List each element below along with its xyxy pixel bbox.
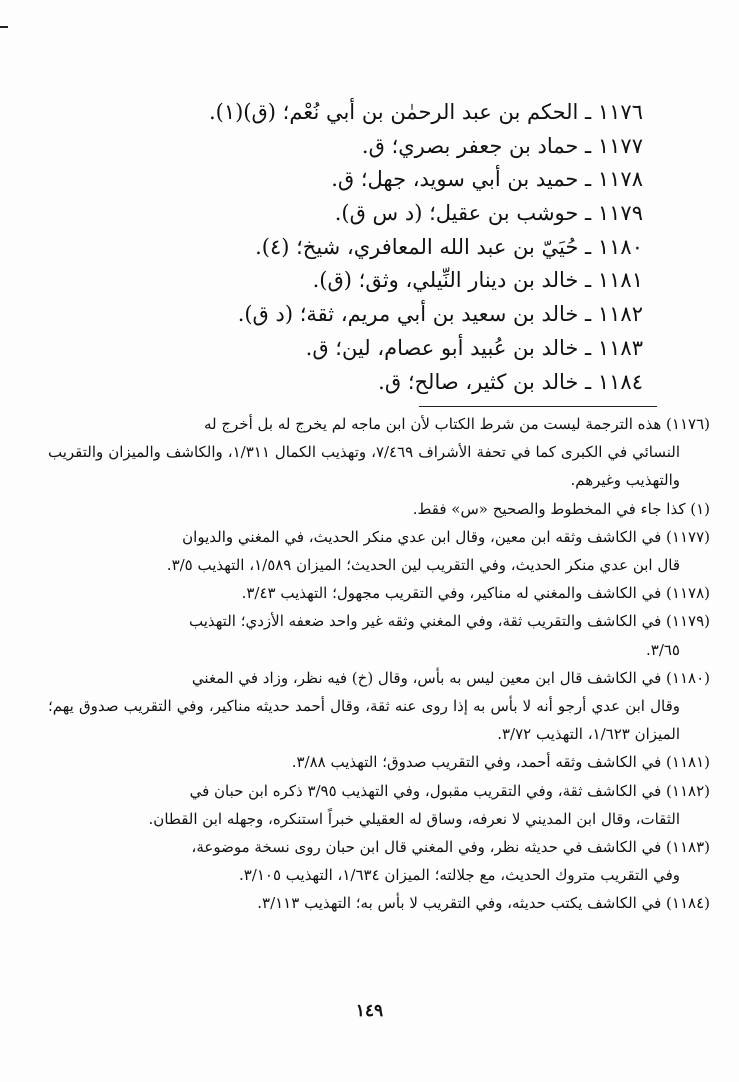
- footnote-1178: [48, 579, 710, 607]
- footnote-continuation: الثقات، وقال ابن المديني لا نعرفه، وساق له العقيلي خبراً استنكره، وجهله ابن القطان.: [148, 809, 680, 828]
- footnote-first-line: (١١٧٩) في الكاشف والتقريب ثقة، وفي المغني وثقه غير واحد ضعفه الأزدي؛ التهذيب: [188, 612, 710, 631]
- entry-1180: ١١٨٠ ـ حُيَيّ بن عبد الله المعافري، شيخ؛ (٤).: [255, 234, 643, 259]
- footnote-continuation: ٣/٦٥.: [645, 640, 680, 659]
- page-number: ١٤٩: [355, 1001, 384, 1021]
- entries-list: [103, 96, 643, 399]
- entry-1177: ١١٧٧ ـ حماد بن جعفر بصري؛ ق.: [361, 133, 643, 158]
- entry-1182: ١١٨٢ ـ خالد بن سعيد بن أبي مريم، ثقة؛ (د ق).: [237, 302, 643, 327]
- footnote-1177: [48, 523, 710, 579]
- footnote-1181: [48, 748, 710, 776]
- entry-1183: ١١٨٣ ـ خالد بن عُبيد أبو عصام، لين؛ ق.: [305, 335, 643, 360]
- footnote-first-line: (١١٨١) في الكاشف وثقه أحمد، وفي التقريب صدوق؛ التهذيب ٣/٨٨.: [291, 753, 710, 772]
- entry-1181: ١١٨١ ـ خالد بن دينار النِّيلي، وثق؛ (ق).: [312, 268, 643, 293]
- footnote-1182: [48, 777, 710, 833]
- footnote-first-line: (١١٧٨) في الكاشف والمغني له مناكير، وفي التقريب مجهول؛ التهذيب ٣/٤٣.: [241, 584, 710, 603]
- footnote-continuation: النسائي في الكبرى كما في تحفة الأشراف ٧/٤٦٩، وتهذيب الكمال ١/٣١١، والكاشف والميزان والتقريب والتهذيب وغيرهم.: [48, 443, 680, 490]
- footnote-continuation: قال ابن عدي منكر الحديث، وفي التقريب لين الحديث؛ الميزان ١/٥٨٩، التهذيب ٣/٥.: [166, 556, 680, 575]
- footnotes: [48, 410, 710, 918]
- edge-mark: [0, 26, 8, 28]
- entry-1179: ١١٧٩ ـ حوشب بن عقيل؛ (د س ق).: [334, 201, 643, 226]
- footnote-first-line: (١) كذا جاء في المخطوط والصحيح «س» فقط.: [412, 499, 710, 518]
- entry-1176: ١١٧٦ ـ الحكم بن عبد الرحمٰن بن أبي نُعْم؛ (ق)(١).: [208, 100, 643, 124]
- entry-1178: ١١٧٨ ـ حميد بن أبي سويد، جهل؛ ق.: [331, 167, 643, 192]
- footnote-first-line: (١١٨٣) في الكاشف في حديثه نظر، وفي المغني قال ابن حبان روى نسخة موضوعة،: [191, 838, 710, 857]
- entry-1184: ١١٨٤ ـ خالد بن كثير، صالح؛ ق.: [378, 369, 643, 394]
- footnote-1180: [48, 664, 710, 749]
- footnote-first-line: (١١٧٦) هذه الترجمة ليست من شرط الكتاب لأن ابن ماجه لم يخرج له بل أخرج له: [203, 415, 710, 433]
- footnote-marker-1: [48, 495, 710, 523]
- footnote-1183: [48, 833, 710, 889]
- footnote-first-line: (١١٨٤) في الكاشف يكتب حديثه، وفي التقريب لا بأس به؛ التهذيب ٣/١١٣.: [257, 894, 710, 913]
- footnote-continuation: وقال ابن عدي أرجو أنه لا بأس به إذا روى عنه ثقة، وقال أحمد حديثه مناكير، وفي التقريب صدوق يهم؛ الميزان ١/٦٢٣، التهذيب ٣/٧٢.: [48, 697, 680, 744]
- footnote-1176: [48, 410, 710, 495]
- footnote-1179: [48, 607, 710, 663]
- footnote-first-line: (١١٧٧) في الكاشف وثقه ابن معين، وقال ابن عدي منكر الحديث، في المغني والديوان: [182, 527, 710, 546]
- footnote-continuation: وفي التقريب متروك الحديث، مع جلالته؛ الميزان ١/٦٣٤، التهذيب ٣/١٠٥.: [238, 866, 680, 885]
- footnote-divider: [419, 406, 657, 407]
- footnote-first-line: (١١٨٠) في الكاشف قال ابن معين ليس به بأس، وقال (خ) فيه نظر، وزاد في المغني: [191, 668, 710, 687]
- footnote-first-line: (١١٨٢) في الكاشف ثقة، وفي التقريب مقبول، وفي التهذيب ٣/٩٥ ذكره ابن حبان في: [189, 781, 710, 800]
- footnote-1184: [48, 889, 710, 917]
